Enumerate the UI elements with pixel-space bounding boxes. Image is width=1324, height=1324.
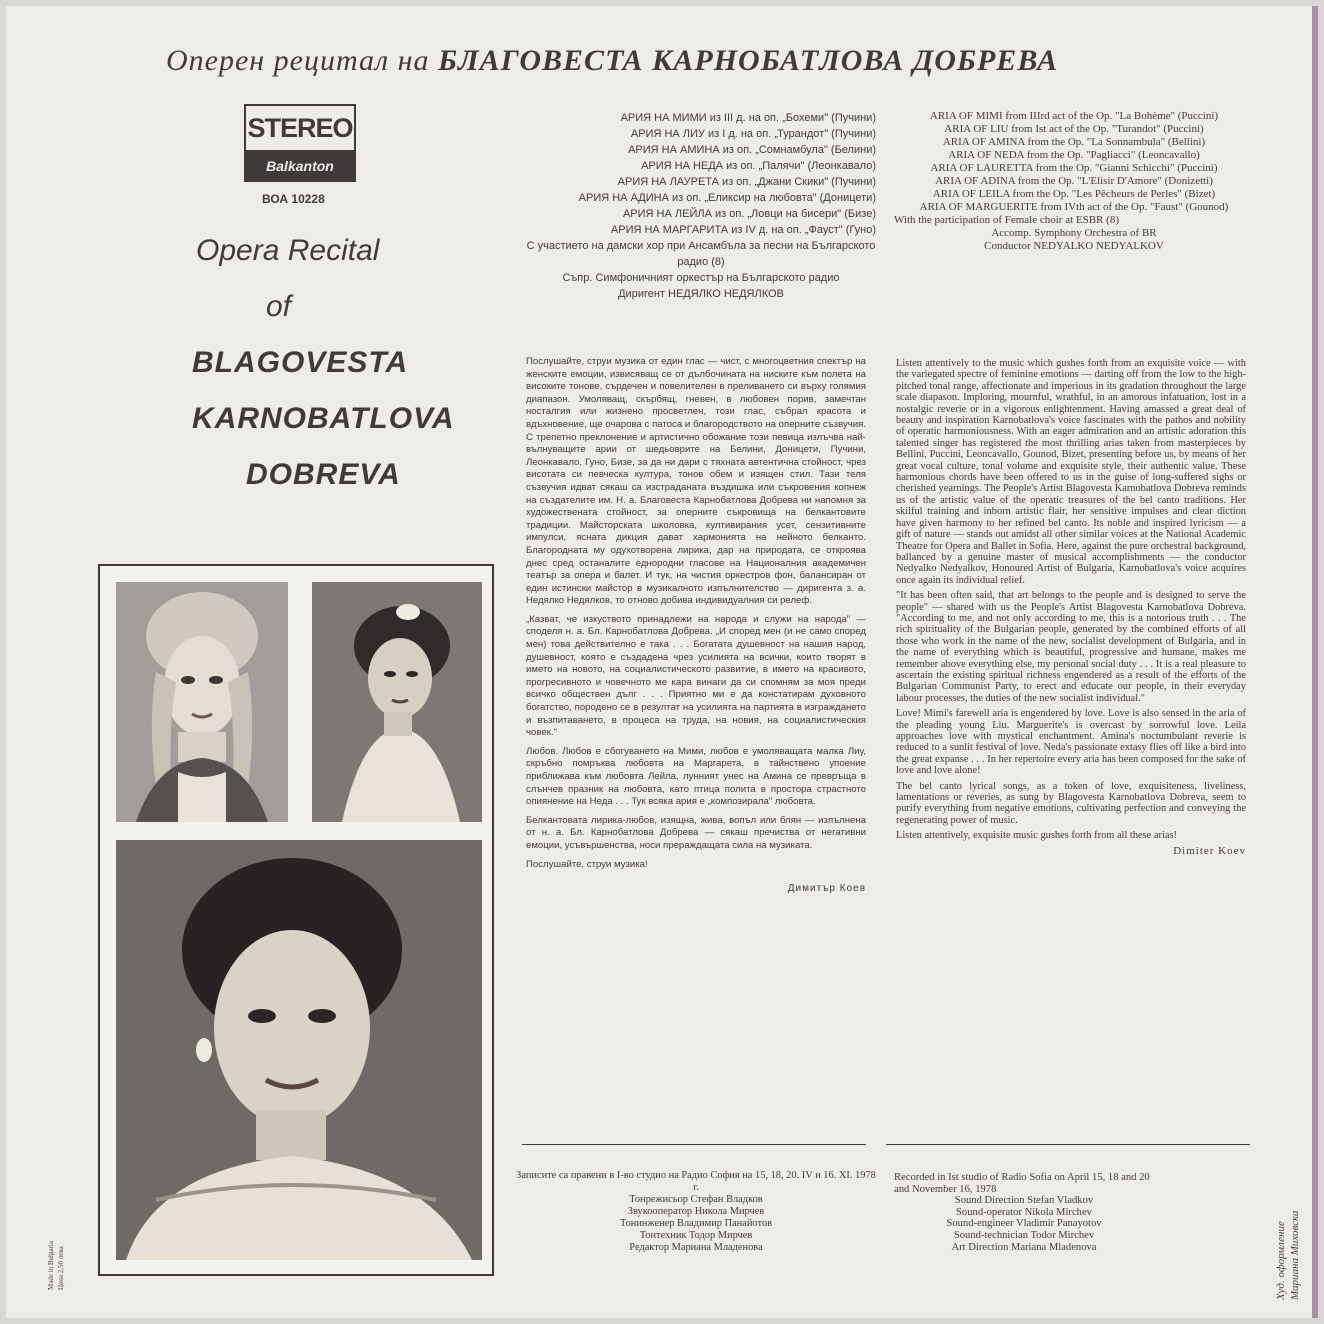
author-signature: Dimiter Koev [1173, 844, 1246, 857]
liner-paragraph: „Казват, че изкуството принадлежи на народа и служи на народа" — споделя н. а. Бл. Карнобатлова Добрева. „И според мен (и не само според мен) това действително е така . . . Богатата душевност на нашия народ, душевност, която е създадена чрез усилията на всички, които творят в името на новото, на социалистическото развитие, в името на красивото, прогресивното и човечното ме кара винаги да си спомням за моя преди всичко обществен дълг . . . Приятно ми е да констатирам духовното богатство, породено се в резултат на усилията на партията в изграждането и възпитаването, в процеса на труда, на новия, на социалистическия човек." [526, 613, 866, 739]
art-design-credit [1274, 1211, 1302, 1300]
track-item: ARIA OF LIU from Ist act of the Op. "Turandot" (Puccini) [944, 123, 1204, 135]
credit-line: Sound Direction Stefan Vladkov [954, 1195, 1094, 1207]
credit-line: Sound-technician Todor Mirchev [953, 1229, 1095, 1241]
art-design-label: Худ. оформление [1275, 1221, 1287, 1300]
cover-title-line: Opera Recital [196, 234, 380, 267]
track-note: With the participation of Female choir at ESBR (8) [894, 214, 1120, 226]
track-item: АРИЯ НА МИМИ из III д. на оп. „Бохеми" (Пучини) [620, 112, 876, 124]
track-item: АРИЯ НА ЛЕЙЛА из оп. „Ловци на бисери" (Бизе) [622, 208, 876, 220]
track-note: С участието на дамски хор при Ансамбъла за песни на Българското радио (8) [526, 240, 876, 268]
liner-paragraph: Любов. Любов е сбогуването на Мими, любов е умоляващата малка Лиу, скръбно помръква любовта на Маргарета, в тайнствено упоение приближава към любовта Лейла, лунният унес на Амина се превръща в слънчев празник на любовта, като птица полита в простора страстното опиянение на Неда . . . Тук всяка ария е „композирала" любовта. [526, 745, 866, 808]
track-item: АРИЯ НА АДИНА из оп. „Еликсир на любовта" (Доницети) [578, 192, 876, 204]
track-note: Диригент НЕДЯЛКО НЕДЯЛКОВ [618, 288, 784, 300]
portrait-photo-flower [312, 582, 482, 822]
track-item: АРИЯ НА ЛИУ из I д. на оп. „Турандот" (Пучини) [630, 128, 876, 140]
credit-line: Тонрежисьор Стефан Владков [629, 1194, 763, 1205]
track-note: Conductor NEDYALKO NEDYALKOV [984, 240, 1164, 252]
liner-paragraph: "It has been often said, that art belongs to the people and is designed to serve the people" — shared with us the People's Artist Blagovesta Karnobatlova Dobreva. "According to me, and not only according to me, this is a notorious truth . . . The rich spirituality of the Bulgarian people, generated by the combined efforts of all those who work in the name of the new, socialist development of Bulgaria, and in the name of everything which is beautiful, progressive and humane, makes me remember above everything else, my personal social duty . . . It is a real pleasure to ascertain the existing spiritual richness engendered as a result of the efforts of the Bulgarian Communist Party, to erect and educate our people, in their everyday labour processes, the duties of the new socialist individual." [896, 590, 1246, 704]
credit-line: Recorded in Ist studio of Radio Sofia on April 15, 18 and 20 and November 16, 1978 [894, 1172, 1150, 1195]
liner-paragraph: Белкантовата лирика-любов, изящна, жива, вопъл или блян — изпълнена от н. а. Бл. Карнобатлова Добрева — сякаш пречиства от негативни емоции, усъвършенства, носи прераждащата сила на музиката. [526, 814, 866, 851]
catalog-number: ВОА 10228 [262, 192, 325, 206]
cover-title-line: KARNOBATLOVA [192, 402, 455, 435]
credits-bulgarian [516, 1170, 876, 1254]
credit-line: Звукооператор Никола Мирчев [627, 1206, 765, 1217]
cover-title-line: DOBREVA [246, 458, 401, 491]
portrait-photo-braids [116, 582, 288, 822]
credit-line: Sound-engineer Vladimir Panayotov [946, 1218, 1102, 1230]
tracklist-bulgarian [526, 110, 876, 302]
liner-paragraph: Послушайте, струи музика! [526, 858, 648, 870]
tracklist-english [894, 110, 1254, 253]
track-item: ARIA OF AMINA from the Op. "La Sonnambula" (Bellini) [942, 136, 1206, 148]
author-signature: Димитър Коев [787, 883, 866, 895]
track-item: АРИЯ НА АМИНА из оп. „Сомнамбула" (Белини) [628, 144, 876, 156]
credit-line: Редактор Мариана Младенова [629, 1242, 763, 1253]
divider-line [522, 1144, 866, 1145]
stereo-mark: STEREO [246, 106, 354, 152]
balkanton-stereo-logo [244, 104, 356, 182]
page-title [166, 44, 1186, 78]
credit-line: Записите са правени в I-во студио на Радио София на 15, 18, 20. IV и 16. XI. 1978 г. [516, 1170, 876, 1193]
art-designer-name: Мариана Миховска [1289, 1210, 1301, 1300]
cover-title-line: BLAGOVESTA [192, 346, 409, 379]
credit-line: Тонинженер Владимир Панайотов [620, 1218, 772, 1229]
credit-line: Sound-operator Nikola Mirchev [956, 1206, 1092, 1218]
price-label: Цена 2,50 лева [57, 1246, 65, 1290]
track-item: ARIA OF ADINA from the Op. "L'Elisir D'Amore" (Donizetti) [935, 175, 1213, 187]
balkanton-label: Balkanton [246, 152, 354, 180]
track-item: АРИЯ НА ЛАУРЕТА из оп. „Джани Скики" (Пучини) [617, 176, 876, 188]
portrait-photo-large [116, 840, 482, 1260]
record-sleeve [6, 6, 1318, 1318]
divider-line [886, 1144, 1250, 1145]
liner-paragraph: Listen attentively, exquisite music gushes forth from all these arias! [896, 830, 1177, 842]
credit-line: Тонтехник Тодор Мирчев [639, 1230, 753, 1241]
track-note: Accomp. Symphony Orchestra of BR [991, 227, 1157, 239]
liner-paragraph: The bel canto lyrical songs, as a token of love, exquisiteness, liveliness, lamentations or reveries, as sung by Blagovesta Karnobatlova Dobreva, seem to purify everything from negative emotions, cultivating perfection and conveying the regenerating power of music. [896, 780, 1246, 826]
made-in-bulgaria-note [46, 1241, 66, 1290]
cover-title-line: of [266, 290, 292, 323]
track-item: ARIA OF MARGUERITE from IVth act of the Op. "Faust" (Gounod) [919, 201, 1229, 213]
cover-title [156, 234, 456, 492]
made-in-label: Made in Bulgaria [47, 1241, 55, 1290]
track-note: Съпр. Симфоничният оркестър на Българското радио [562, 272, 840, 284]
credit-line: Art Direction Mariana Mladenova [951, 1241, 1097, 1253]
track-item: ARIA OF LAURETTA from the Op. "Gianni Schicchi" (Puccini) [930, 162, 1218, 174]
photo-frame [98, 564, 494, 1276]
liner-paragraph: Love! Mimi's farewell aria is engendered by love. Love is also sensed in the aria of the pleading young Liu. Marguerite's is overcast by sorrowful love. Leila approaches love with mystical enchantment. Amina's noctumbulant reverie is reduced to a sunlit festival of love. Neda's passionate extasy flies off like a bird into the great expanse . . . In her repertoire every aria has been composed for the sake of love and love alone! [896, 708, 1246, 777]
liner-notes-bulgarian [526, 356, 866, 896]
title-prefix: Оперен рецитал на [166, 44, 430, 77]
liner-paragraph: Послушайте, струи музика от един глас — чист, с многоцветния спектър на женските емоции, извисяващ се от дълбочината на ниските към полета на високите тонове, сърдечен и повелителен в преливането си върху голямия диапазон. Умоляващ, скърбящ, гневен, в любовен порив, замечтан носталгия или жизнено просветлен, този глас, събрал красота и вдъхновение, ще очарова с патоса и благородството на оперните съзвучия. С трепетно преклонение и артистично обожание този певица излъчва най-вълнуващите арии от шедьоврите на Белини, Доницети, Пучини, Леонкавало, Гуно, Бизе, за да ни дари с тяхната автентична стойност, чрез висотата си певческа култура, тонов обем и изящен стил. Тази теля съзвучия идват сякаш са изстраданата въздишка или съкровения копнеж на създателите им. Н. а. Благовеста Карнобатлова Добрева ни напомня за художествената стойност, за оперните съкровища на белкантовите традиции. Майсторската школовка, култивирания усет, сензитивните импулси, ясната дикция дават хармонията на нейното белканто. Благородната му одухотворена лирика, дар на природата, се откроява днес сред останалите еднородни гласове на Националния академичен театър за опера и балет. И тук, на чистия оркестров фон, балансиран от един истински майстор в музикалното изпълнителство — диригента з. а. Недялко Недялков, то отново добива индивидуалния си релеф. [526, 356, 866, 607]
track-item: ARIA OF MIMI from IIIrd act of the Op. "La Bohème" (Puccini) [929, 110, 1219, 122]
track-item: ARIA OF LEILA from the Op. "Les Pêcheurs de Perles" (Bizet) [932, 188, 1216, 200]
track-item: АРИЯ НА МАРГАРИТА из IV д. на оп. „Фауст" (Гуно) [610, 224, 876, 236]
track-item: АРИЯ НА НЕДА из оп. „Палячи" (Леонкавало) [641, 160, 876, 172]
track-item: ARIA OF NEDA from the Op. "Pagliacci" (Leoncavallo) [948, 149, 1200, 161]
liner-paragraph: Listen attentively to the music which gushes forth from an exquisite voice — with the variegated spectre of feminine emotions — darting off from the low to the high-pitched tonal range, affectionate and imperious in its gradation throughout the large scale diapason. Imploring, mournful, wrathful, in an amorous infatuation, lost in a nostalgic reverie or in a vigorous enlightenment. Having amassed a great deal of beauty and inspiration Karnobatlova's voice fascinates with the pathos and nobility of operatic harmoniousness. With an eager admiration and an artistic adoration this talented singer has registered the most thrilling arias taken from masterpieces by Bellini, Puccini, Leoncavallo, Gounod, Bizet, presenting before us, by means of her great vocal culture, tonal volume and exquisite style, their authentic value. These harmonious chords have been offered to us in the guise of long-suffered sighs or cherished yearnings. The People's Artist Blagovesta Karnobatlova Dobreva reminds us of the artistic value of the operatic treasures of the bel canto traditions. Her skilful training and inborn artistic flair, her sensitive impulses and clear diction have given harmony to her refined bel canto. Its noble and inspired lyricism — a gift of nature — stands out amidst all other similar voices at the National Academic Theatre for Opera and Ballet in Sofia. Here, against the pure orchestral background, ballanced by a genuine master of musical accomplishments — the conductor Nedyalko Nedyalkov, Honoured Artist of Bulgaria, Karnobatlova's voice acquires once again its individual relief. [896, 358, 1246, 586]
title-artist-name: БЛАГОВЕСТА КАРНОБАТЛОВА ДОБРЕВА [438, 44, 1059, 77]
credits-english [894, 1172, 1154, 1253]
liner-notes-english [896, 358, 1246, 857]
